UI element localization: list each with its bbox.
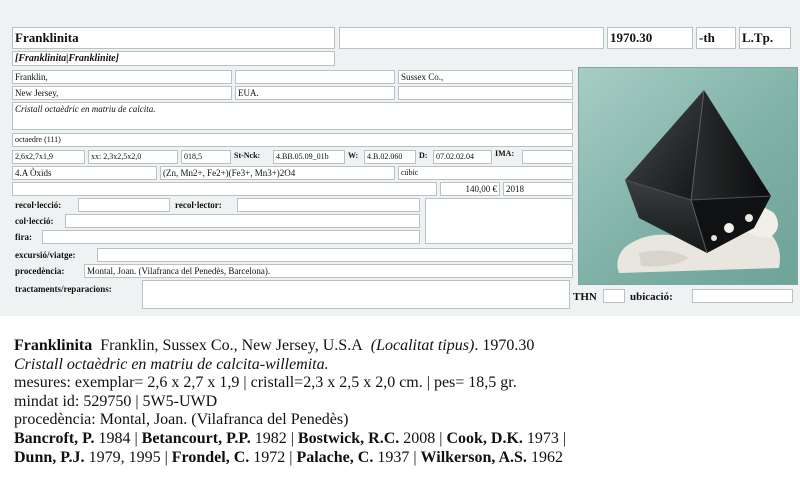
price-field[interactable]: 140,00 €	[440, 182, 500, 196]
weight-field[interactable]: 018,5	[181, 150, 231, 164]
ubicacio-field[interactable]	[692, 289, 793, 303]
caption-references-2	[14, 449, 794, 468]
specimen-caption	[14, 337, 794, 467]
th-field[interactable]: -th	[696, 27, 736, 49]
ltp-field[interactable]: L.Tp.	[739, 27, 791, 49]
caption-mineral-name: Franklinita	[14, 337, 93, 354]
ima-field[interactable]	[522, 150, 573, 164]
recol-leccio-label: recol·lecció:	[15, 200, 62, 210]
reference-author: Bancroft, P.	[14, 429, 95, 447]
caption-measures: mesures: exemplar= 2,6 x 2,7 x 1,9 | cristall=2,3 x 2,5 x 2,0 cm. | pes= 18,5 gr.	[14, 374, 517, 392]
description-field[interactable]: Cristall octaèdric en matriu de calcita.	[12, 102, 573, 130]
state-field[interactable]: New Jersey,	[12, 86, 232, 100]
recol-lector-field[interactable]	[237, 198, 420, 212]
country-field[interactable]: EUA.	[235, 86, 395, 100]
ubicacio-label: ubicació:	[630, 291, 673, 303]
reference-year: 1937 |	[373, 448, 421, 466]
class-field[interactable]: 4.A Òxids	[12, 166, 157, 180]
thn-field[interactable]	[603, 289, 625, 303]
habit-field[interactable]: octaedre (111)	[12, 133, 573, 147]
formula-field[interactable]: (Zn, Mn2+, Fe2+)(Fe3+, Mn3+)2O4	[160, 166, 395, 180]
year-field[interactable]: 2018	[503, 182, 573, 196]
specimen-photo	[578, 67, 798, 285]
reference-year: 1982 |	[250, 429, 298, 447]
strunz-field[interactable]: 4.BB.05.09_01b	[273, 150, 345, 164]
reference-year: 2008 |	[399, 429, 447, 447]
locality-blank-field[interactable]	[235, 70, 395, 84]
excursio-label: excursió/viatge:	[15, 250, 76, 260]
reference-year: 1984 |	[94, 429, 142, 447]
mineral-crystal-image	[579, 68, 797, 284]
procedencia-label: procedència:	[15, 266, 65, 276]
crystal-dimensions-field[interactable]: xx: 2,3x2,5x2,0	[88, 150, 178, 164]
reference-author: Bostwick, R.C.	[297, 429, 400, 447]
reference-year: 1973 |	[522, 429, 567, 447]
caption-line-1	[14, 337, 794, 356]
procedencia-field[interactable]: Montal, Joan. (Vilafranca del Penedès, Barcelona).	[84, 264, 573, 278]
caption-mindat: mindat id: 529750 | 5W5-UWD	[14, 392, 218, 410]
caption-locality-type: (Localitat tipus)	[370, 337, 475, 354]
fira-label: fira:	[15, 232, 32, 242]
reference-year: 1962	[526, 448, 563, 466]
reference-year: 1979, 1995 |	[84, 448, 172, 466]
caption-catalog: . 1970.30	[474, 337, 535, 354]
reference-author: Wilkerson, A.S.	[420, 448, 527, 466]
reference-author: Betancourt, P.P.	[141, 429, 251, 447]
catalog-number-field[interactable]: 1970.30	[607, 27, 693, 49]
w-label: W:	[348, 151, 359, 160]
strunz-label: St-Nck:	[234, 151, 261, 160]
d-field[interactable]: 07.02.02.04	[433, 150, 492, 164]
synonyms-field[interactable]: [Franklinita|Franklinite]	[12, 51, 335, 66]
tractaments-label: tractaments/reparacions:	[15, 284, 112, 294]
recol-leccio-field[interactable]	[78, 198, 170, 212]
crystal-system-field[interactable]: cúbic	[398, 166, 573, 180]
col-leccio-label: col·lecció:	[15, 216, 54, 226]
w-field[interactable]: 4.B.02.060	[364, 150, 416, 164]
reference-author: Dunn, P.J.	[14, 448, 85, 466]
blank-wide-field[interactable]	[12, 182, 437, 196]
tractaments-field[interactable]	[142, 280, 570, 309]
reference-author: Cook, D.K.	[446, 429, 523, 447]
caption-locality: Franklin, Sussex Co., New Jersey, U.S.A	[100, 337, 363, 354]
d-label: D:	[419, 151, 428, 160]
reference-year: 1972 |	[249, 448, 297, 466]
locality-field[interactable]: Franklin,	[12, 70, 232, 84]
reference-author: Frondel, C.	[171, 448, 250, 466]
locality-extra-field[interactable]	[398, 86, 573, 100]
recol-lector-label: recol·lector:	[175, 200, 222, 210]
ima-label: IMA:	[495, 149, 515, 158]
sample-dimensions-field[interactable]: 2,6x2,7x1,9	[12, 150, 85, 164]
region-field[interactable]: Sussex Co.,	[398, 70, 573, 84]
reference-author: Palache, C.	[296, 448, 374, 466]
thn-label: THN	[573, 291, 597, 303]
fira-field[interactable]	[42, 230, 420, 244]
caption-references-1	[14, 430, 794, 449]
caption-description-text: Cristall octaèdric en matriu de calcita-willemita.	[14, 355, 329, 373]
caption-procedencia: procedència: Montal, Joan. (Vilafranca del Penedès)	[14, 411, 349, 429]
col-leccio-field[interactable]	[65, 214, 420, 228]
excursio-field[interactable]	[97, 248, 573, 262]
notes-box[interactable]	[425, 198, 573, 244]
name-field[interactable]: Franklinita	[12, 27, 335, 49]
caption-description	[14, 356, 794, 375]
blank-field[interactable]	[339, 27, 604, 49]
